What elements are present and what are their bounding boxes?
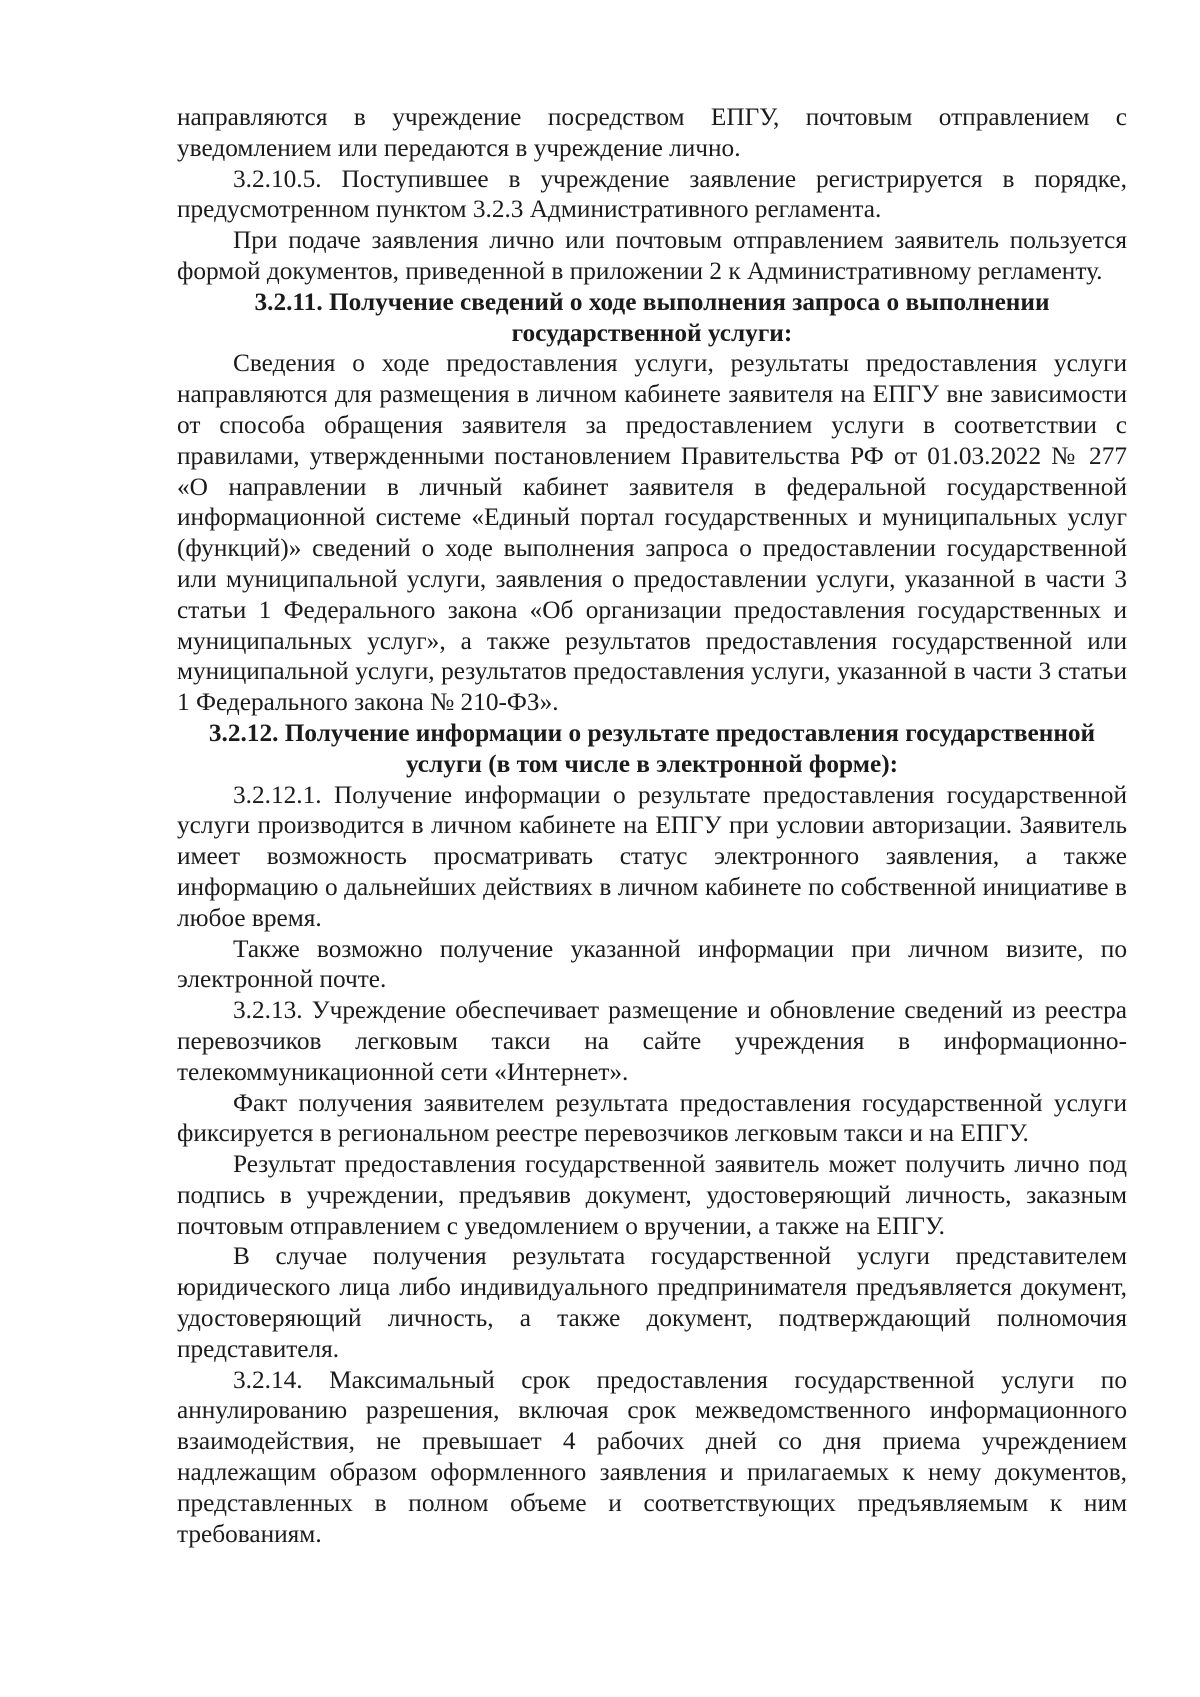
paragraph-submission-form: При подаче заявления лично или почтовым отправлением заявитель пользуется формой документов, приведенной в приложении 2 к Административному регламенту. [177, 226, 1127, 285]
document-page [177, 102, 1127, 1549]
paragraph-result-delivery: Результат предоставления государственной заявитель может получить лично под подпись в учреждении, предъявив документ, удостоверяющий личность, заказным почтовым отправлением с уведомлением о вручении, а также на ЕПГУ. [177, 1150, 1127, 1240]
heading-3-2-11: 3.2.11. Получение сведений о ходе выполнения запроса о выполнении государственной услуги: [254, 287, 1050, 347]
paragraph-progress-info: Сведения о ходе предоставления услуги, результаты предоставления услуги направляются для размещения в личном кабинете заявителя на ЕПГУ вне зависимости от способа обращения заявителя за предоставлением услуги в соответствии с правилами, утвержденными постановлением Правительства РФ от 01.03.2022 № 277 «О направлении в личный кабинет заявителя в федеральной государственной информационной системе «Единый портал государственных и муниципальных услуг (функций)» сведений о ходе выполнения запроса о предоставлении государственной или муниципальной услуги, заявления о предоставлении услуги, указанной в части 3 статьи 1 Федерального закона «Об организации предоставления государственных и муниципальных услуг», а также результатов предоставления государственной или муниципальной услуги, результатов предоставления услуги, указанной в части 3 статьи 1 Федерального закона № 210-ФЗ». [177, 349, 1127, 717]
paragraph-continuation: направляются в учреждение посредством ЕПГУ, почтовым отправлением с уведомлением или передаются в учреждение лично. [177, 103, 1127, 162]
heading-3-2-12: 3.2.12. Получение информации о результате предоставления государственной услуги (в том числе в электронной форме): [208, 718, 1096, 778]
paragraph-3-2-13: 3.2.13. Учреждение обеспечивает размещение и обновление сведений из реестра перевозчиков легковым такси на сайте учреждения в информационно-телекоммуникационной сети «Интернет». [177, 996, 1127, 1086]
paragraph-3-2-10-5: 3.2.10.5. Поступившее в учреждение заявление регистрируется в порядке, предусмотренном пунктом 3.2.3 Административного регламента. [177, 164, 1127, 224]
paragraph-result-registry: Факт получения заявителем результата предоставления государственной услуги фиксируется в региональном реестре перевозчиков легковым такси и на ЕПГУ. [177, 1088, 1127, 1148]
paragraph-3-2-14: 3.2.14. Максимальный срок предоставления государственной услуги по аннулированию разрешения, включая срок межведомственного информационного взаимодействия, не превышает 4 рабочих дней со дня приема учреждением надлежащим образом оформленного заявления и прилагаемых к нему документов, представленных в полном объеме и соответствующих предъявляемым к ним требованиям. [177, 1365, 1127, 1548]
paragraph-representative: В случае получения результата государственной услуги представителем юридического лица либо индивидуального предпринимателя предъявляется документ, удостоверяющий личность, а также документ, подтверждающий полномочия представителя. [177, 1242, 1127, 1363]
paragraph-personal-visit: Также возможно получение указанной информации при личном визите, по электронной почте. [177, 934, 1127, 994]
paragraph-3-2-12-1: 3.2.12.1. Получение информации о результате предоставления государственной услуги производится в личном кабинете на ЕПГУ при условии авторизации. Заявитель имеет возможность просматривать статус электронного заявления, а также информацию о дальнейших действиях в личном кабинете по собственной инициативе в любое время. [177, 780, 1127, 932]
